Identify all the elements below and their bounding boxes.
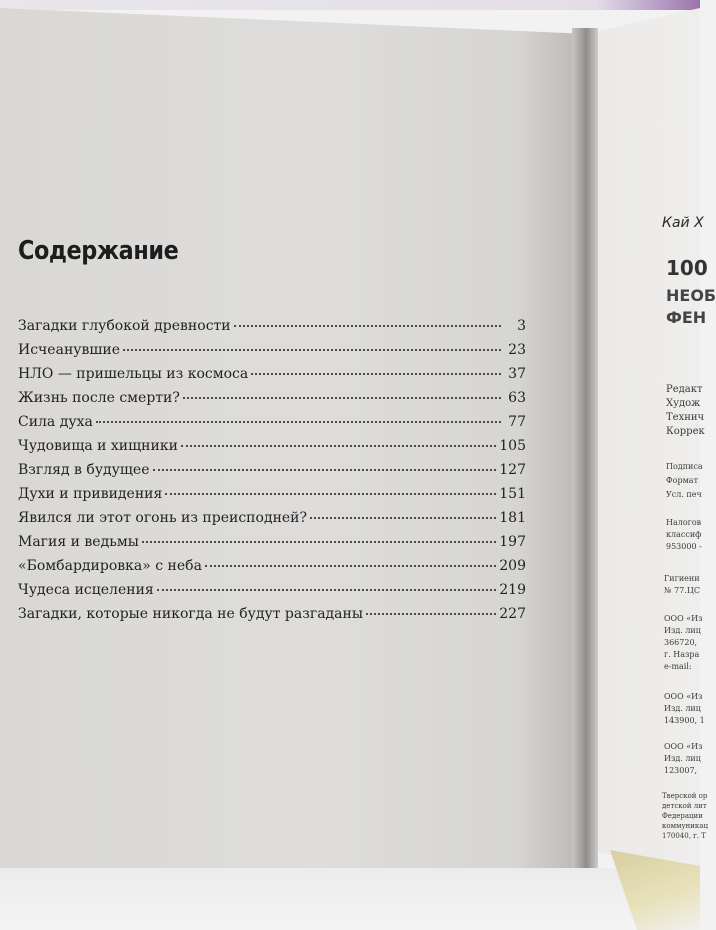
toc-entry [18, 438, 526, 462]
imprint-printer: детской лит [662, 802, 707, 810]
toc-entry [18, 582, 526, 606]
imprint-author: Кай Х [662, 215, 704, 231]
imprint-printer: Федерации [662, 812, 703, 820]
toc-entry [18, 462, 526, 486]
toc-leader [153, 469, 497, 471]
imprint-publisher: 143900, 1 [664, 716, 705, 725]
toc-leader [96, 421, 501, 423]
toc-leader [183, 397, 501, 399]
imprint-publisher: ООО «Из [664, 614, 703, 623]
toc-entry-title: Исчеанувшие [18, 342, 121, 358]
imprint-credit: Редакт [666, 384, 703, 395]
toc-entry [18, 366, 526, 390]
toc-entry-title: Чудовища и хищники [18, 438, 178, 454]
toc-entry [18, 390, 526, 414]
toc-entry [18, 486, 526, 510]
toc-leader [205, 565, 496, 567]
imprint-printer: коммуникац [662, 822, 708, 830]
imprint-publisher: e-mail: [664, 662, 692, 671]
toc-leader [165, 493, 496, 495]
imprint-printer: Тверской ор [662, 792, 708, 800]
imprint-publisher: 366720, [664, 638, 698, 647]
toc-entry [18, 606, 526, 630]
book-gutter [572, 28, 598, 878]
toc-entry-page: 151 [499, 486, 526, 502]
toc-entry-page: 105 [499, 438, 526, 454]
imprint-subtitle-line2: ФЕН [666, 308, 707, 327]
imprint-printer: 170040, г. Т [662, 832, 706, 840]
toc-entry-page: 181 [499, 510, 526, 526]
imprint-publisher: Изд. лиц [664, 704, 701, 713]
toc-entry-title: Явился ли этот огонь из преисподней? [18, 510, 308, 526]
toc-leader [366, 613, 496, 615]
toc-entry [18, 318, 526, 342]
toc-entry-page: 3 [517, 318, 526, 334]
toc-entry-title: Загадки глубокой древности [18, 318, 231, 334]
toc-entry-title: Магия и ведьмы [18, 534, 139, 550]
toc-entry-title: НЛО — пришельцы из космоса [18, 366, 249, 382]
imprint-hygiene: Гигиени [664, 574, 700, 583]
toc-entry-page: 127 [499, 462, 526, 478]
toc-leader [251, 373, 501, 375]
imprint-credit: Технич [666, 412, 705, 423]
imprint-tax-info: 953000 - [666, 542, 702, 551]
imprint-subtitle-line1: НЕОБ [666, 286, 716, 305]
imprint-print-info: Усл. печ [666, 490, 702, 499]
toc-entry-title: Чудеса исцеления [18, 582, 154, 598]
imprint-publisher: 123007, [664, 766, 698, 775]
toc-entry [18, 558, 526, 582]
imprint-title-number: 100 [666, 256, 708, 280]
imprint-print-info: Формат [666, 476, 698, 485]
toc-leader [310, 517, 496, 519]
imprint-tax-info: Налогов [666, 518, 702, 527]
toc-entry [18, 342, 526, 366]
toc-entry-title: Духи и привидения [18, 486, 163, 502]
toc-entry [18, 534, 526, 558]
imprint-publisher: г. Назра [664, 650, 700, 659]
toc-entry-page: 77 [508, 414, 526, 430]
imprint-publisher: Изд. лиц [664, 754, 701, 763]
toc-leader [181, 445, 496, 447]
imprint-tax-info: классиф [666, 530, 702, 539]
imprint-hygiene: № 77.ЦС [664, 586, 700, 595]
toc-entry-title: «Бомбардировка» с неба [18, 558, 202, 574]
contents-heading: Содержание [18, 236, 179, 266]
toc-entry-page: 197 [499, 534, 526, 550]
toc-entry-title: Жизнь после смерти? [18, 390, 180, 406]
toc-entry-page: 63 [508, 390, 526, 406]
toc-entry-page: 219 [499, 582, 526, 598]
toc-leader [234, 325, 501, 327]
background-strip [0, 0, 700, 10]
imprint-publisher: ООО «Из [664, 742, 703, 751]
table-surface [0, 868, 700, 930]
imprint-publisher: Изд. лиц [664, 626, 701, 635]
imprint-print-info: Подписа [666, 462, 703, 471]
imprint-credit: Худож [666, 398, 701, 409]
toc-leader [123, 349, 501, 351]
toc-entry [18, 510, 526, 534]
right-page [584, 8, 716, 868]
toc-leader [142, 541, 496, 543]
toc-entry-page: 37 [508, 366, 526, 382]
toc-entry-page: 23 [508, 342, 526, 358]
imprint-credit: Коррек [666, 426, 705, 437]
toc-entry-title: Сила духа [18, 414, 93, 430]
toc-entry-page: 209 [499, 558, 526, 574]
table-of-contents [18, 318, 526, 630]
toc-entry [18, 414, 526, 438]
imprint-publisher: ООО «Из [664, 692, 703, 701]
toc-entry-page: 227 [499, 606, 526, 622]
toc-leader [157, 589, 497, 591]
toc-entry-title: Загадки, которые никогда не будут разгаданы [18, 606, 363, 622]
toc-entry-title: Взгляд в будущее [18, 462, 150, 478]
